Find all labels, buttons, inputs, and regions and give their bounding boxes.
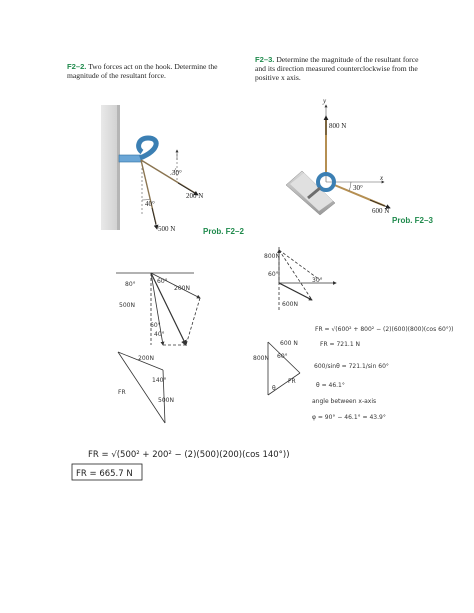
caption-f2-3: Prob. F2–3 — [392, 216, 433, 225]
solution-22-triangle — [118, 352, 165, 423]
solution-23-tri-theta: θ — [272, 385, 276, 392]
solution-23-tri-800n: 800N — [253, 355, 269, 362]
problem-f2-2-text: Two forces act on the hook. Determine the magnitude of the resultant force. — [67, 62, 218, 80]
solution-22-200n: 200N — [174, 285, 190, 292]
solution-22-angle60b: 60° — [150, 322, 161, 329]
solution-23-800n: 800N — [264, 253, 280, 260]
caption-f2-2: Prob. F2–2 — [203, 227, 244, 236]
solution-22-angle60: 60° — [157, 278, 168, 285]
figure-f2-2-hook — [101, 105, 203, 233]
label-600n: 600 N — [372, 207, 390, 215]
solution-22-equation: FR = √(500² + 200² − (2)(500)(200)(cos 140°)) — [88, 450, 290, 460]
solution-23-600n: 600N — [282, 301, 298, 308]
label-500n: 500 N — [158, 225, 176, 233]
solution-23-phi: φ = 90° − 46.1° = 43.9° — [312, 414, 386, 421]
problem-f2-3-text: Determine the magnitude of the resultant force and its direction measured counterclockwise from the positive x axis. — [255, 55, 419, 82]
solution-22-tri-500n: 500N — [158, 397, 174, 404]
problem-f2-2-number: F2–2. — [67, 62, 87, 71]
solution-23-angle30: 30° — [312, 277, 323, 284]
solution-22-tri-200n: 200N — [138, 355, 154, 362]
solution-22-tri-140: 140° — [152, 377, 167, 384]
solution-23-tri-fr: FR — [288, 378, 296, 385]
solution-22-tri-fr: FR — [118, 389, 126, 396]
label-30-deg-f23: 30° — [353, 184, 363, 192]
solution-23-theta: θ = 46.1° — [316, 382, 345, 389]
figure-f2-3-ring — [286, 97, 390, 215]
solution-23-eq2: FR = 721.1 N — [320, 341, 361, 348]
problem-f2-3-number: F2–3. — [255, 55, 275, 64]
solution-23-eq1: FR = √(600² + 800² − (2)(600)(800)(cos 60°)) — [315, 326, 454, 333]
label-x: x — [380, 174, 384, 182]
label-200n: 200 N — [186, 192, 204, 200]
label-30-deg: 30° — [172, 169, 182, 177]
solution-23-angle-note: angle between x-axis — [312, 398, 377, 405]
solution-23-angle60: 60° — [268, 271, 279, 278]
solution-23-sine-law: 600/sinθ = 721.1/sin 60° — [314, 363, 389, 370]
wall — [101, 105, 119, 230]
hook-shank — [119, 155, 141, 162]
solution-23-tri-60: 60° — [277, 353, 288, 360]
solution-22-angle80: 80° — [125, 281, 136, 288]
solution-22-500n: 500N — [119, 302, 135, 309]
hook-curl — [139, 138, 157, 158]
solution-22-result: FR = 665.7 N — [76, 469, 133, 479]
label-y: y — [323, 97, 327, 105]
label-40-deg: 40° — [145, 200, 155, 208]
solution-23-tri-600n: 600 N — [280, 340, 298, 347]
label-800n: 800 N — [329, 122, 347, 130]
solution-22-angle40: 40° — [154, 331, 165, 338]
